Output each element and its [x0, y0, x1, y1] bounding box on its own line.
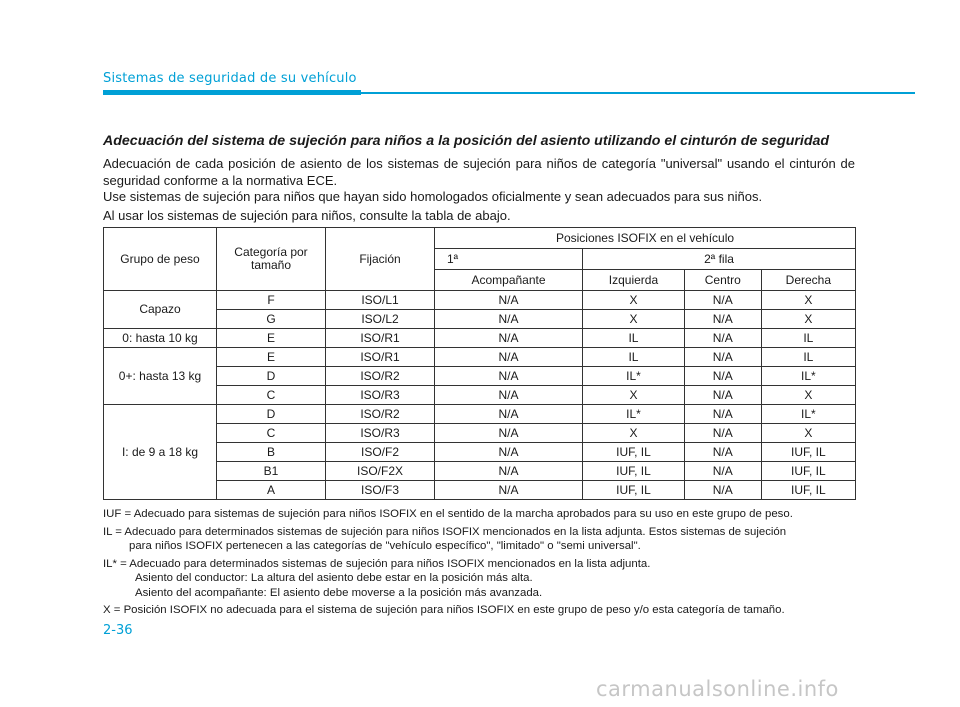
- fixation-cell: ISO/R3: [326, 386, 435, 405]
- right-cell: IL*: [761, 405, 855, 424]
- table-row: [104, 329, 856, 348]
- right-cell: X: [761, 291, 855, 310]
- table-body: [104, 291, 856, 500]
- fixation-cell: ISO/R2: [326, 405, 435, 424]
- category-cell: E: [217, 348, 326, 367]
- passenger-cell: N/A: [435, 367, 583, 386]
- left-cell: X: [583, 386, 685, 405]
- center-cell: N/A: [684, 291, 761, 310]
- passenger-cell: N/A: [435, 481, 583, 500]
- table-row: [104, 443, 856, 462]
- notes: [103, 507, 863, 621]
- right-cell: X: [761, 310, 855, 329]
- passenger-cell: N/A: [435, 310, 583, 329]
- center-cell: N/A: [684, 462, 761, 481]
- passenger-cell: N/A: [435, 291, 583, 310]
- center-cell: N/A: [684, 310, 761, 329]
- fixation-cell: ISO/F2X: [326, 462, 435, 481]
- table-row: [104, 462, 856, 481]
- left-cell: X: [583, 291, 685, 310]
- center-cell: N/A: [684, 329, 761, 348]
- passenger-cell: N/A: [435, 386, 583, 405]
- header-right: Derecha: [761, 270, 855, 291]
- center-cell: N/A: [684, 367, 761, 386]
- intro-paragraph-2: Use sistemas de sujeción para niños que hayan sido homologados oficialmente y sean adecuados para sus niños.: [103, 189, 763, 204]
- weight-group-cell: Capazo: [104, 291, 217, 329]
- note-il-star: IL* = Adecuado para determinados sistemas de sujeción para niños ISOFIX mencionados en la lista adjunta.: [103, 557, 651, 570]
- header-passenger: Acompañante: [435, 270, 583, 291]
- weight-group-cell: 0+: hasta 13 kg: [104, 348, 217, 405]
- table-row: [104, 367, 856, 386]
- note-il-star-passenger: Asiento del acompañante: El asiento debe moverse a la posición más avanzada.: [135, 586, 543, 599]
- passenger-cell: N/A: [435, 462, 583, 481]
- note-il-star-driver: Asiento del conductor: La altura del asiento debe estar en la posición más alta.: [135, 572, 533, 584]
- right-cell: X: [761, 424, 855, 443]
- header-center: Centro: [684, 270, 761, 291]
- header-positions: Posiciones ISOFIX en el vehículo: [435, 228, 856, 249]
- center-cell: N/A: [684, 405, 761, 424]
- category-cell: F: [217, 291, 326, 310]
- fixation-cell: ISO/R2: [326, 367, 435, 386]
- passenger-cell: N/A: [435, 405, 583, 424]
- note-il: IL = Adecuado para determinados sistemas de sujeción para niños ISOFIX mencionados en la lista adjunta. Estos sistemas de sujeción: [103, 525, 787, 538]
- right-cell: IL: [761, 329, 855, 348]
- weight-group-cell: I: de 9 a 18 kg: [104, 405, 217, 500]
- table-row: [104, 310, 856, 329]
- intro-paragraph-3: Al usar los sistemas de sujeción para niños, consulte la tabla de abajo.: [103, 208, 511, 223]
- table-row: [104, 386, 856, 405]
- table-row: [104, 291, 856, 310]
- passenger-cell: N/A: [435, 424, 583, 443]
- category-cell: D: [217, 405, 326, 424]
- left-cell: IL*: [583, 405, 685, 424]
- fixation-cell: ISO/R1: [326, 329, 435, 348]
- left-cell: IUF, IL: [583, 481, 685, 500]
- header-row-2: 2ª fila: [583, 249, 856, 270]
- table-row: [104, 405, 856, 424]
- header-group: Grupo de peso: [104, 228, 217, 291]
- right-cell: IL: [761, 348, 855, 367]
- header-category: Categoría por tamaño: [217, 228, 326, 291]
- watermark: carmanualsonline.info: [596, 677, 839, 701]
- category-cell: B: [217, 443, 326, 462]
- right-cell: X: [761, 386, 855, 405]
- fixation-cell: ISO/R3: [326, 424, 435, 443]
- section-heading: Adecuación del sistema de sujeción para niños a la posición del asiento utilizando el cinturón de seguridad: [103, 133, 830, 149]
- left-cell: X: [583, 424, 685, 443]
- passenger-cell: N/A: [435, 443, 583, 462]
- fixation-cell: ISO/L1: [326, 291, 435, 310]
- page-number: 2-36: [103, 623, 133, 638]
- table-row: [104, 348, 856, 367]
- fixation-cell: ISO/F3: [326, 481, 435, 500]
- left-cell: IL: [583, 348, 685, 367]
- right-cell: IUF, IL: [761, 462, 855, 481]
- header-left: Izquierda: [583, 270, 685, 291]
- header-row-1: 1ª: [435, 249, 583, 270]
- center-cell: N/A: [684, 386, 761, 405]
- center-cell: N/A: [684, 481, 761, 500]
- category-cell: G: [217, 310, 326, 329]
- category-cell: D: [217, 367, 326, 386]
- left-cell: IL*: [583, 367, 685, 386]
- center-cell: N/A: [684, 348, 761, 367]
- header-fixation: Fijación: [326, 228, 435, 291]
- center-cell: N/A: [684, 443, 761, 462]
- weight-group-cell: 0: hasta 10 kg: [104, 329, 217, 348]
- fixation-cell: ISO/F2: [326, 443, 435, 462]
- isofix-table: [103, 227, 856, 500]
- category-cell: B1: [217, 462, 326, 481]
- passenger-cell: N/A: [435, 329, 583, 348]
- right-cell: IL*: [761, 367, 855, 386]
- header-title: Sistemas de seguridad de su vehículo: [103, 71, 357, 86]
- intro-paragraph-1: Adecuación de cada posición de asiento de los sistemas de sujeción para niños de categoría "universal" usando el cinturón de seguridad conforme a la normativa ECE.: [103, 156, 855, 188]
- note-il-cont: para niños ISOFIX pertenecen a las categorías de "vehículo específico", "limitado" o "semi universal".: [129, 540, 641, 552]
- left-cell: X: [583, 310, 685, 329]
- right-cell: IUF, IL: [761, 481, 855, 500]
- category-cell: C: [217, 386, 326, 405]
- fixation-cell: ISO/L2: [326, 310, 435, 329]
- left-cell: IL: [583, 329, 685, 348]
- center-cell: N/A: [684, 424, 761, 443]
- header-rule: [103, 92, 915, 94]
- category-cell: C: [217, 424, 326, 443]
- table-row: [104, 481, 856, 500]
- note-x: X = Posición ISOFIX no adecuada para el sistema de sujeción para niños ISOFIX en este grupo de peso y/o esta categoría de tamaño.: [103, 604, 785, 616]
- left-cell: IUF, IL: [583, 443, 685, 462]
- category-cell: A: [217, 481, 326, 500]
- fixation-cell: ISO/R1: [326, 348, 435, 367]
- passenger-cell: N/A: [435, 348, 583, 367]
- category-cell: E: [217, 329, 326, 348]
- table-row: [104, 424, 856, 443]
- right-cell: IUF, IL: [761, 443, 855, 462]
- left-cell: IUF, IL: [583, 462, 685, 481]
- note-iuf: IUF = Adecuado para sistemas de sujeción para niños ISOFIX en el sentido de la marcha aprobados para su uso en este grupo de peso.: [103, 508, 793, 520]
